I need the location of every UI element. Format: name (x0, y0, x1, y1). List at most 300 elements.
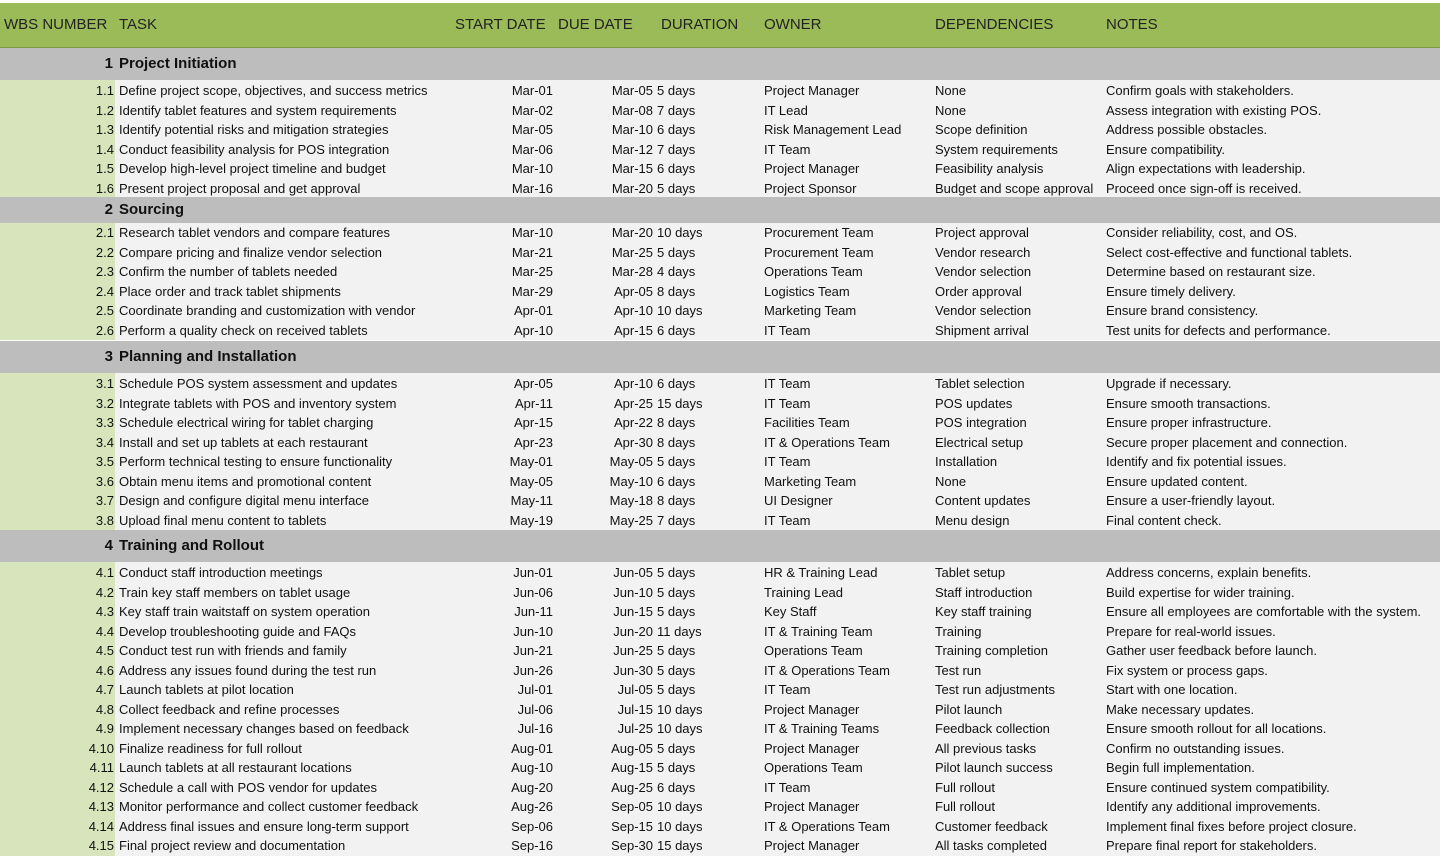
duration-cell[interactable]: 5 days (657, 244, 696, 260)
table-row[interactable] (0, 452, 1440, 472)
task-cell[interactable]: Schedule electrical wiring for tablet charging (119, 415, 374, 430)
due-date-cell[interactable]: Jun-05 (613, 565, 653, 580)
header-due-date[interactable]: DUE DATE (558, 16, 633, 33)
owner-cell[interactable]: IT & Operations Team (764, 818, 890, 834)
dependencies-cell[interactable]: Budget and scope approval (935, 180, 1094, 196)
wbs-number-cell[interactable]: 1.5 (0, 159, 115, 179)
task-cell[interactable]: Launch tablets at all restaurant locations (119, 760, 352, 775)
start-date-cell[interactable]: Sep-06 (511, 818, 553, 834)
owner-cell[interactable]: IT Team (764, 322, 811, 338)
due-date-cell[interactable]: Mar-10 (611, 122, 653, 137)
duration-cell[interactable]: 6 days (657, 161, 696, 176)
task-cell[interactable]: Schedule a call with POS vendor for updates (119, 779, 377, 795)
task-cell[interactable]: Present project proposal and get approval (119, 180, 361, 196)
owner-cell[interactable]: Project Manager (764, 838, 860, 853)
header-notes[interactable]: NOTES (1106, 16, 1158, 33)
duration-cell[interactable]: 6 days (657, 322, 696, 338)
owner-cell[interactable]: Project Sponsor (764, 180, 857, 196)
wbs-number-cell[interactable]: 4.10 (0, 739, 115, 759)
table-row[interactable] (0, 282, 1440, 302)
owner-cell[interactable]: Marketing Team (764, 473, 857, 489)
start-date-cell[interactable]: Mar-29 (511, 283, 553, 299)
owner-cell[interactable]: IT & Operations Team (764, 662, 890, 678)
task-cell[interactable]: Implement necessary changes based on feedback (119, 721, 409, 736)
wbs-number-cell[interactable]: 1.2 (0, 101, 115, 121)
due-date-cell[interactable]: Jun-20 (613, 623, 653, 639)
owner-cell[interactable]: Project Manager (764, 83, 860, 98)
due-date-cell[interactable]: Jul-15 (617, 701, 653, 717)
duration-cell[interactable]: 6 days (657, 376, 696, 391)
notes-cell[interactable]: Ensure smooth rollout for all locations. (1106, 721, 1327, 736)
owner-cell[interactable]: Facilities Team (764, 415, 850, 430)
dependencies-cell[interactable]: Vendor selection (935, 264, 1032, 279)
duration-cell[interactable]: 6 days (657, 122, 696, 137)
start-date-cell[interactable]: Jul-16 (517, 721, 553, 736)
task-cell[interactable]: Launch tablets at pilot location (119, 682, 294, 697)
wbs-number-cell[interactable]: 4.1 (0, 563, 115, 583)
wbs-number-cell[interactable]: 4.11 (0, 758, 115, 778)
duration-cell[interactable]: 10 days (657, 799, 703, 814)
owner-cell[interactable]: Operations Team (764, 264, 863, 279)
wbs-number-cell[interactable]: 4.15 (0, 836, 115, 856)
table-row[interactable] (0, 719, 1440, 739)
duration-cell[interactable]: 5 days (657, 454, 696, 469)
owner-cell[interactable]: Risk Management Lead (764, 122, 902, 137)
wbs-number-cell[interactable]: 3.6 (0, 472, 115, 492)
notes-cell[interactable]: Implement final fixes before project closure. (1106, 818, 1357, 834)
dependencies-cell[interactable]: Vendor selection (935, 303, 1032, 318)
dependencies-cell[interactable]: POS updates (935, 395, 1013, 411)
due-date-cell[interactable]: Jun-25 (613, 643, 653, 658)
duration-cell[interactable]: 11 days (657, 623, 702, 639)
table-row[interactable] (0, 179, 1440, 199)
duration-cell[interactable]: 5 days (657, 662, 696, 678)
task-cell[interactable]: Install and set up tablets at each restaurant (119, 434, 368, 450)
due-date-cell[interactable]: Sep-15 (611, 818, 653, 834)
notes-cell[interactable]: Build expertise for wider training. (1106, 584, 1295, 600)
dependencies-cell[interactable]: Staff introduction (935, 584, 1033, 600)
task-cell[interactable]: Obtain menu items and promotional content (119, 473, 372, 489)
notes-cell[interactable]: Fix system or process gaps. (1106, 662, 1268, 678)
task-cell[interactable]: Schedule POS system assessment and updates (119, 376, 398, 391)
table-row[interactable] (0, 797, 1440, 817)
owner-cell[interactable]: Operations Team (764, 643, 863, 658)
table-row[interactable] (0, 758, 1440, 778)
due-date-cell[interactable]: Jun-15 (613, 604, 653, 619)
start-date-cell[interactable]: Mar-05 (511, 122, 553, 137)
table-row[interactable] (0, 511, 1440, 531)
header-dependencies[interactable]: DEPENDENCIES (935, 16, 1054, 33)
start-date-cell[interactable]: Aug-26 (511, 799, 553, 814)
wbs-number-cell[interactable]: 2.3 (0, 262, 115, 282)
section-header-row[interactable] (0, 48, 1440, 80)
dependencies-cell[interactable]: Vendor research (935, 244, 1031, 260)
wbs-number-cell[interactable]: 4.2 (0, 583, 115, 603)
table-row[interactable] (0, 680, 1440, 700)
duration-cell[interactable]: 5 days (657, 565, 696, 580)
notes-cell[interactable]: Address possible obstacles. (1106, 122, 1268, 137)
dependencies-cell[interactable]: Order approval (935, 283, 1022, 299)
due-date-cell[interactable]: Sep-30 (611, 838, 653, 853)
dependencies-cell[interactable]: Installation (935, 454, 998, 469)
dependencies-cell[interactable]: Project approval (935, 225, 1029, 240)
notes-cell[interactable]: Consider reliability, cost, and OS. (1106, 225, 1298, 240)
wbs-number-cell[interactable]: 4.4 (0, 622, 115, 642)
owner-cell[interactable]: IT Lead (764, 102, 808, 118)
duration-cell[interactable]: 7 days (657, 141, 696, 157)
dependencies-cell[interactable]: Training (935, 623, 982, 639)
owner-cell[interactable]: Training Lead (764, 584, 844, 600)
duration-cell[interactable]: 5 days (657, 83, 696, 98)
task-cell[interactable]: Train key staff members on tablet usage (119, 584, 351, 600)
table-row[interactable] (0, 120, 1440, 140)
wbs-number-cell[interactable]: 2.4 (0, 282, 115, 302)
owner-cell[interactable]: Procurement Team (764, 244, 874, 260)
owner-cell[interactable]: Project Manager (764, 161, 860, 176)
owner-cell[interactable]: IT & Operations Team (764, 434, 890, 450)
notes-cell[interactable]: Make necessary updates. (1106, 701, 1255, 717)
wbs-number-cell[interactable]: 4.14 (0, 817, 115, 837)
notes-cell[interactable]: Start with one location. (1106, 682, 1238, 697)
owner-cell[interactable]: IT Team (764, 454, 811, 469)
notes-cell[interactable]: Gather user feedback before launch. (1106, 643, 1318, 658)
start-date-cell[interactable]: Apr-23 (513, 434, 553, 450)
task-cell[interactable]: Develop high-level project timeline and budget (119, 161, 386, 176)
notes-cell[interactable]: Address concerns, explain benefits. (1106, 565, 1312, 580)
wbs-number-cell[interactable]: 3.1 (0, 374, 115, 394)
notes-cell[interactable]: Confirm goals with stakeholders. (1106, 83, 1294, 98)
due-date-cell[interactable]: Apr-25 (613, 395, 653, 411)
start-date-cell[interactable]: Aug-20 (511, 779, 553, 795)
duration-cell[interactable]: 5 days (657, 740, 696, 756)
wbs-number-cell[interactable]: 4.3 (0, 602, 115, 622)
start-date-cell[interactable]: Apr-05 (513, 376, 553, 391)
table-row[interactable] (0, 836, 1440, 856)
table-row[interactable] (0, 700, 1440, 720)
task-cell[interactable]: Identify tablet features and system requirements (119, 102, 397, 118)
owner-cell[interactable]: IT & Training Teams (764, 721, 880, 736)
notes-cell[interactable]: Secure proper placement and connection. (1106, 434, 1348, 450)
dependencies-cell[interactable]: None (935, 83, 967, 98)
due-date-cell[interactable]: Mar-25 (611, 244, 653, 260)
start-date-cell[interactable]: Mar-25 (511, 264, 553, 279)
owner-cell[interactable]: IT Team (764, 141, 811, 157)
task-cell[interactable]: Monitor performance and collect customer feedback (119, 799, 419, 814)
task-cell[interactable]: Conduct staff introduction meetings (119, 565, 323, 580)
table-row[interactable] (0, 583, 1440, 603)
dependencies-cell[interactable]: Tablet selection (935, 376, 1025, 391)
header-wbs-number[interactable]: WBS NUMBER (4, 16, 108, 33)
start-date-cell[interactable]: Jun-06 (513, 584, 553, 600)
due-date-cell[interactable]: Jun-30 (613, 662, 653, 678)
duration-cell[interactable]: 7 days (657, 102, 696, 118)
wbs-number-cell[interactable]: 1.4 (0, 140, 115, 160)
due-date-cell[interactable]: May-05 (609, 454, 653, 469)
task-cell[interactable]: Develop troubleshooting guide and FAQs (119, 623, 357, 639)
table-row[interactable] (0, 262, 1440, 282)
owner-cell[interactable]: Project Manager (764, 701, 860, 717)
start-date-cell[interactable]: Mar-21 (511, 244, 553, 260)
due-date-cell[interactable]: Jul-25 (617, 721, 653, 736)
start-date-cell[interactable]: Jun-11 (514, 604, 553, 619)
owner-cell[interactable]: Operations Team (764, 760, 863, 775)
duration-cell[interactable]: 4 days (657, 264, 696, 279)
dependencies-cell[interactable]: Full rollout (935, 799, 995, 814)
table-row[interactable] (0, 778, 1440, 798)
notes-cell[interactable]: Align expectations with leadership. (1106, 161, 1306, 176)
duration-cell[interactable]: 5 days (657, 584, 696, 600)
start-date-cell[interactable]: Apr-11 (514, 395, 553, 411)
start-date-cell[interactable]: Jun-10 (513, 623, 553, 639)
table-row[interactable] (0, 321, 1440, 341)
wbs-number-cell[interactable]: 3.8 (0, 511, 115, 531)
start-date-cell[interactable]: Aug-10 (511, 760, 553, 775)
owner-cell[interactable]: HR & Training Lead (764, 565, 878, 580)
task-cell[interactable]: Compare pricing and finalize vendor selection (119, 244, 383, 260)
due-date-cell[interactable]: Jul-05 (617, 682, 653, 697)
task-cell[interactable]: Conduct test run with friends and family (119, 643, 347, 658)
dependencies-cell[interactable]: Full rollout (935, 779, 995, 795)
duration-cell[interactable]: 5 days (657, 643, 696, 658)
start-date-cell[interactable]: Mar-02 (511, 102, 553, 118)
notes-cell[interactable]: Upgrade if necessary. (1106, 376, 1232, 391)
task-cell[interactable]: Perform technical testing to ensure functionality (119, 454, 393, 469)
notes-cell[interactable]: Prepare final report for stakeholders. (1106, 838, 1317, 853)
task-cell[interactable]: Finalize readiness for full rollout (119, 740, 302, 756)
notes-cell[interactable]: Ensure all employees are comfortable with the system. (1106, 604, 1422, 619)
duration-cell[interactable]: 8 days (657, 493, 696, 508)
notes-cell[interactable]: Ensure compatibility. (1106, 141, 1225, 157)
notes-cell[interactable]: Ensure timely delivery. (1106, 283, 1236, 299)
duration-cell[interactable]: 15 days (657, 395, 703, 411)
task-cell[interactable]: Coordinate branding and customization with vendor (119, 303, 416, 318)
wbs-number-cell[interactable]: 4.9 (0, 719, 115, 739)
wbs-number-cell[interactable]: 2.6 (0, 321, 115, 341)
wbs-number-cell[interactable]: 3.3 (0, 413, 115, 433)
notes-cell[interactable]: Determine based on restaurant size. (1106, 264, 1316, 279)
notes-cell[interactable]: Identify any additional improvements. (1106, 799, 1321, 814)
header-duration[interactable]: DURATION (661, 16, 739, 33)
notes-cell[interactable]: Ensure a user-friendly layout. (1106, 493, 1276, 508)
table-row[interactable] (0, 81, 1440, 101)
due-date-cell[interactable]: May-25 (609, 512, 653, 528)
duration-cell[interactable]: 6 days (657, 779, 696, 795)
dependencies-cell[interactable]: Tablet setup (935, 565, 1006, 580)
task-cell[interactable]: Final project review and documentation (119, 838, 346, 853)
owner-cell[interactable]: Project Manager (764, 799, 860, 814)
start-date-cell[interactable]: Mar-06 (511, 141, 553, 157)
dependencies-cell[interactable]: POS integration (935, 415, 1027, 430)
notes-cell[interactable]: Ensure proper infrastructure. (1106, 415, 1272, 430)
dependencies-cell[interactable]: Electrical setup (935, 434, 1024, 450)
duration-cell[interactable]: 5 days (657, 682, 696, 697)
duration-cell[interactable]: 10 days (657, 303, 703, 318)
due-date-cell[interactable]: Sep-05 (611, 799, 653, 814)
start-date-cell[interactable]: Sep-16 (511, 838, 553, 853)
table-row[interactable] (0, 301, 1440, 321)
notes-cell[interactable]: Ensure continued system compatibility. (1106, 779, 1330, 795)
owner-cell[interactable]: Project Manager (764, 740, 860, 756)
owner-cell[interactable]: IT & Training Team (764, 623, 873, 639)
due-date-cell[interactable]: Aug-15 (611, 760, 653, 775)
header-owner[interactable]: OWNER (764, 16, 822, 33)
start-date-cell[interactable]: May-19 (509, 512, 553, 528)
task-cell[interactable]: Key staff train waitstaff on system operation (119, 604, 370, 619)
wbs-number-cell[interactable]: 2.5 (0, 301, 115, 321)
wbs-number-cell[interactable]: 4.13 (0, 797, 115, 817)
notes-cell[interactable]: Ensure brand consistency. (1106, 303, 1259, 318)
owner-cell[interactable]: IT Team (764, 395, 811, 411)
table-row[interactable] (0, 472, 1440, 492)
dependencies-cell[interactable]: System requirements (935, 141, 1058, 157)
dependencies-cell[interactable]: None (935, 473, 967, 489)
due-date-cell[interactable]: May-18 (609, 493, 653, 508)
table-row[interactable] (0, 622, 1440, 642)
table-row[interactable] (0, 739, 1440, 759)
duration-cell[interactable]: 10 days (657, 721, 703, 736)
start-date-cell[interactable]: Mar-10 (511, 225, 553, 240)
due-date-cell[interactable]: Apr-15 (613, 322, 653, 338)
dependencies-cell[interactable]: Test run (935, 662, 982, 678)
owner-cell[interactable]: Key Staff (764, 604, 817, 619)
notes-cell[interactable]: Ensure updated content. (1106, 473, 1248, 489)
owner-cell[interactable]: Procurement Team (764, 225, 874, 240)
task-cell[interactable]: Define project scope, objectives, and success metrics (119, 83, 428, 98)
header-start-date[interactable]: START DATE (455, 16, 546, 33)
due-date-cell[interactable]: Jun-10 (613, 584, 653, 600)
owner-cell[interactable]: Logistics Team (764, 283, 850, 299)
owner-cell[interactable]: IT Team (764, 682, 811, 697)
table-row[interactable] (0, 223, 1440, 243)
dependencies-cell[interactable]: Training completion (935, 643, 1048, 658)
task-cell[interactable]: Perform a quality check on received tablets (119, 322, 368, 338)
dependencies-cell[interactable]: All tasks completed (935, 838, 1047, 853)
table-row[interactable] (0, 101, 1440, 121)
notes-cell[interactable]: Test units for defects and performance. (1106, 322, 1331, 338)
table-row[interactable] (0, 413, 1440, 433)
start-date-cell[interactable]: Mar-10 (511, 161, 553, 176)
dependencies-cell[interactable]: Test run adjustments (935, 682, 1055, 697)
start-date-cell[interactable]: Apr-10 (513, 322, 553, 338)
wbs-number-cell[interactable]: 1.1 (0, 81, 115, 101)
duration-cell[interactable]: 10 days (657, 818, 703, 834)
dependencies-cell[interactable]: Shipment arrival (935, 322, 1029, 338)
dependencies-cell[interactable]: All previous tasks (935, 740, 1037, 756)
wbs-number-cell[interactable]: 3.7 (0, 491, 115, 511)
owner-cell[interactable]: Marketing Team (764, 303, 857, 318)
task-cell[interactable]: Address any issues found during the test run (119, 662, 377, 678)
wbs-number-cell[interactable]: 1.6 (0, 179, 115, 199)
start-date-cell[interactable]: Jun-26 (513, 662, 553, 678)
duration-cell[interactable]: 8 days (657, 283, 696, 299)
start-date-cell[interactable]: Apr-15 (513, 415, 553, 430)
start-date-cell[interactable]: Apr-01 (513, 303, 553, 318)
dependencies-cell[interactable]: Customer feedback (935, 818, 1048, 834)
due-date-cell[interactable]: Apr-30 (613, 434, 653, 450)
header-task[interactable]: TASK (119, 16, 158, 33)
task-cell[interactable]: Design and configure digital menu interface (119, 493, 370, 508)
duration-cell[interactable]: 10 days (657, 225, 703, 240)
dependencies-cell[interactable]: Menu design (935, 512, 1010, 528)
table-row[interactable] (0, 433, 1440, 453)
section-header-row[interactable] (0, 197, 1440, 223)
start-date-cell[interactable]: Mar-01 (511, 83, 553, 98)
due-date-cell[interactable]: Apr-10 (613, 376, 653, 391)
due-date-cell[interactable]: Mar-15 (611, 161, 653, 176)
due-date-cell[interactable]: Apr-22 (613, 415, 653, 430)
due-date-cell[interactable]: Mar-28 (611, 264, 653, 279)
table-row[interactable] (0, 140, 1440, 160)
table-row[interactable] (0, 491, 1440, 511)
wbs-number-cell[interactable]: 3.5 (0, 452, 115, 472)
duration-cell[interactable]: 15 days (657, 838, 703, 853)
task-cell[interactable]: Identify potential risks and mitigation strategies (119, 122, 389, 137)
notes-cell[interactable]: Begin full implementation. (1106, 760, 1255, 775)
dependencies-cell[interactable]: Key staff training (935, 604, 1032, 619)
task-cell[interactable]: Upload final menu content to tablets (119, 512, 327, 528)
owner-cell[interactable]: IT Team (764, 376, 811, 391)
task-cell[interactable]: Place order and track tablet shipments (119, 283, 341, 299)
start-date-cell[interactable]: Jun-21 (513, 643, 553, 658)
duration-cell[interactable]: 10 days (657, 701, 703, 717)
dependencies-cell[interactable]: Scope definition (935, 122, 1028, 137)
section-header-row[interactable] (0, 341, 1440, 373)
duration-cell[interactable]: 7 days (657, 512, 696, 528)
dependencies-cell[interactable]: Pilot launch (935, 701, 1003, 717)
start-date-cell[interactable]: May-01 (509, 454, 553, 469)
notes-cell[interactable]: Assess integration with existing POS. (1106, 102, 1322, 118)
notes-cell[interactable]: Confirm no outstanding issues. (1106, 740, 1285, 756)
table-row[interactable] (0, 661, 1440, 681)
wbs-number-cell[interactable]: 3.4 (0, 433, 115, 453)
dependencies-cell[interactable]: Feedback collection (935, 721, 1050, 736)
duration-cell[interactable]: 5 days (657, 760, 696, 775)
wbs-number-cell[interactable]: 4.12 (0, 778, 115, 798)
notes-cell[interactable]: Ensure smooth transactions. (1106, 395, 1271, 411)
wbs-number-cell[interactable]: 1.3 (0, 120, 115, 140)
wbs-number-cell[interactable]: 4.7 (0, 680, 115, 700)
task-cell[interactable]: Collect feedback and refine processes (119, 701, 340, 717)
due-date-cell[interactable]: Mar-12 (611, 141, 653, 157)
notes-cell[interactable]: Identify and fix potential issues. (1106, 454, 1287, 469)
due-date-cell[interactable]: Apr-05 (613, 283, 653, 299)
due-date-cell[interactable]: May-10 (609, 473, 653, 489)
section-header-row[interactable] (0, 530, 1440, 562)
table-row[interactable] (0, 374, 1440, 394)
duration-cell[interactable]: 6 days (657, 473, 696, 489)
start-date-cell[interactable]: Jul-06 (517, 701, 553, 717)
duration-cell[interactable]: 5 days (657, 604, 696, 619)
duration-cell[interactable]: 8 days (657, 434, 696, 450)
table-row[interactable] (0, 563, 1440, 583)
notes-cell[interactable]: Prepare for real-world issues. (1106, 623, 1276, 639)
dependencies-cell[interactable]: None (935, 102, 967, 118)
task-cell[interactable]: Integrate tablets with POS and inventory system (119, 395, 397, 411)
wbs-number-cell[interactable]: 4.8 (0, 700, 115, 720)
wbs-number-cell[interactable]: 2.1 (0, 223, 115, 243)
start-date-cell[interactable]: Jul-01 (517, 682, 553, 697)
due-date-cell[interactable]: Apr-10 (613, 303, 653, 318)
notes-cell[interactable]: Final content check. (1106, 512, 1222, 528)
due-date-cell[interactable]: Mar-20 (611, 225, 653, 240)
due-date-cell[interactable]: Mar-20 (611, 180, 653, 196)
start-date-cell[interactable]: May-05 (509, 473, 553, 489)
duration-cell[interactable]: 5 days (657, 180, 696, 196)
owner-cell[interactable]: UI Designer (764, 493, 833, 508)
due-date-cell[interactable]: Aug-05 (611, 740, 653, 756)
notes-cell[interactable]: Proceed once sign-off is received. (1106, 180, 1302, 196)
task-cell[interactable]: Confirm the number of tablets needed (119, 264, 338, 279)
